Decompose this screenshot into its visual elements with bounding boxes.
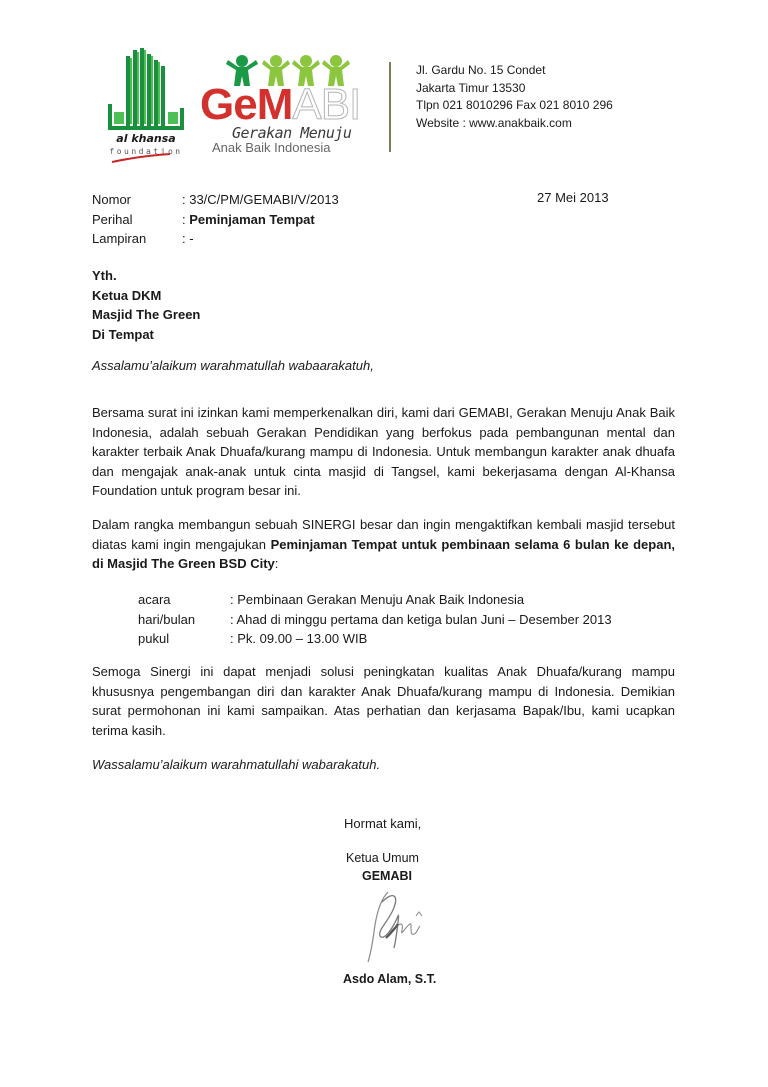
recipient-line: Yth. [92, 268, 117, 283]
handwritten-signature [360, 886, 432, 964]
signatory-org: GEMABI [362, 869, 412, 883]
closing-salam: Wassalamu’alaikum warahmatullahi wabarakatuh. [92, 757, 381, 772]
signature-salutation: Hormat kami, [344, 816, 422, 831]
svg-text:al khansa: al khansa [116, 132, 176, 145]
meta-row-nomor [92, 190, 339, 210]
paragraph-text: : [274, 556, 279, 571]
signatory-name: Asdo Alam, S.T. [343, 972, 437, 986]
detail-key: acara [138, 592, 171, 607]
recipient-line: Ketua DKM [92, 287, 162, 303]
meta-row-perihal [92, 210, 339, 230]
letterhead-divider [389, 62, 391, 152]
gemabi-tagline-1: Gerakan Menuju [232, 124, 352, 142]
svg-text:foundation: foundation [109, 147, 183, 156]
signature-scribble-icon [360, 886, 432, 964]
al-khansa-logo [100, 46, 192, 164]
meta-value: : - [182, 231, 194, 246]
gemabi-wordmark: GeMABI [200, 80, 361, 129]
gemabi-tagline-2: Anak Baik Indonesia [212, 140, 331, 155]
event-details [138, 590, 612, 649]
detail-row-pukul [138, 629, 612, 649]
recipient-block [92, 266, 200, 344]
letter-meta [92, 190, 339, 249]
signatory-title: Ketua Umum [346, 851, 419, 865]
recipient-line: Masjid The Green [92, 307, 201, 322]
meta-value-prefix: : [182, 211, 190, 227]
letter-date: 27 Mei 2013 [537, 190, 609, 205]
meta-row-lampiran [92, 229, 339, 249]
address-website: Website : www.anakbaik.com [416, 115, 572, 130]
meta-label: Perihal [92, 211, 133, 227]
detail-key: hari/bulan [138, 611, 196, 627]
recipient-line: Di Tempat [92, 326, 154, 342]
meta-value: : 33/C/PM/GEMABI/V/2013 [182, 192, 339, 207]
paragraph-emphasis: Peminjaman Tempat untuk pembinaan selama 6 bulan ke depan, di Masjid The Green BSD City [92, 536, 675, 571]
detail-row-acara [138, 590, 612, 610]
meta-value: Peminjaman Tempat [189, 211, 315, 227]
address-city: Jakarta Timur 13530 [416, 80, 526, 95]
al-khansa-building-icon [100, 46, 192, 164]
detail-row-hari-bulan [138, 610, 612, 630]
detail-value: : Pk. 09.00 – 13.00 WIB [230, 631, 368, 646]
body-paragraph-3: Semoga Sinergi ini dapat menjadi solusi peningkatan kualitas Anak Dhuafa/kurang mampu khususnya pengembangan diri dan karakter Anak Dhuafa/kurang mampu di Indonesia. Demikian surat permohonan ini kami sampaikan. Atas perhatian dan kerjasama Bapak/Ibu, kami ucapkan terima kasih. [92, 664, 675, 738]
address-street: Jl. Gardu No. 15 Condet [416, 63, 546, 77]
detail-key: pukul [138, 631, 170, 646]
body-paragraph-1: Bersama surat ini izinkan kami memperkenalkan diri, kami dari GEMABI, Gerakan Menuju Anak Baik Indonesia, adalah sebuah Gerakan Pendidikan yang berfokus pada pembangunan mental dan karakter terbaik Anak Dhuafa/kurang mampu di Indonesia. Untuk membangun karakter anak dhuafa dan mengajak anak-anak untuk cinta masjid di Tangsel, kami bekerjasama dengan Al-Khansa Foundation untuk program besar ini. [92, 405, 675, 498]
detail-value: : Pembinaan Gerakan Menuju Anak Baik Indonesia [230, 592, 525, 607]
body-paragraph-2 [92, 515, 675, 574]
meta-label: Lampiran [92, 231, 147, 246]
gemabi-logo [196, 52, 378, 158]
meta-label: Nomor [92, 192, 132, 207]
address-phone: Tlpn 021 8010296 Fax 021 8010 296 [416, 98, 613, 112]
letterhead-address [416, 62, 613, 132]
greeting: Assalamu’alaikum warahmatullah wabaarakatuh, [92, 358, 374, 373]
detail-value: : Ahad di minggu pertama dan ketiga bulan Juni – Desember 2013 [230, 611, 612, 627]
paragraph-text: Dalam rangka membangun sebuah SINERGI besar dan ingin mengaktifkan kembali masjid tersebut diatas kami ingin mengajukan [92, 517, 675, 552]
